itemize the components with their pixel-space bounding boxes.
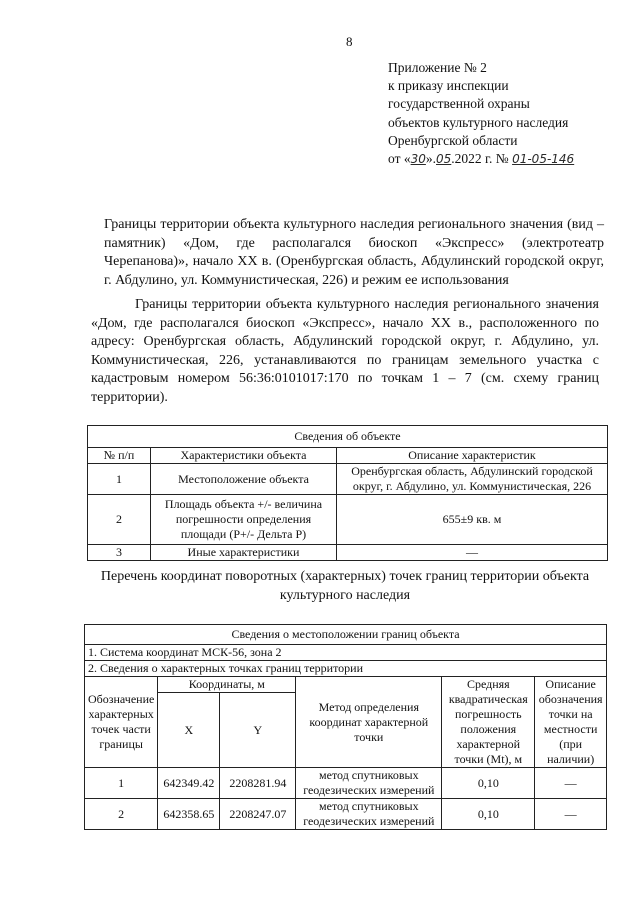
row-name: Местоположение объекта — [151, 464, 337, 495]
point-description: — — [535, 799, 607, 830]
appendix-line: к приказу инспекции — [388, 78, 509, 94]
table-row — [88, 495, 608, 545]
point-error: 0,10 — [442, 768, 535, 799]
column-header-coords: Координаты, м — [158, 677, 296, 693]
row-value: 655±9 кв. м — [337, 495, 608, 545]
table-row — [85, 799, 607, 830]
row-number: 1 — [88, 464, 151, 495]
point-number: 1 — [85, 768, 158, 799]
date-month: 05 — [436, 152, 452, 167]
point-error: 0,10 — [442, 799, 535, 830]
column-header-method: Метод определения координат характерной точки — [296, 677, 442, 768]
point-x: 642349.42 — [158, 768, 220, 799]
row-name: Иные характеристики — [151, 545, 337, 561]
table-row — [85, 768, 607, 799]
appendix-block — [388, 59, 582, 168]
coordinate-system: 1. Система координат МСК-56, зона 2 — [85, 645, 607, 661]
table-row — [88, 545, 608, 561]
table-caption: Сведения об объекте — [88, 426, 608, 448]
table-row — [88, 464, 608, 495]
document-title: Границы территории объекта культурного наследия регионального значения (вид – памятник) «Дом, где располагался биоскоп «Экспресс» (электротеатр Черепанова)», начало XX в. (Оренбургская область, Абдулинский городской округ, г. Абдулино, ул. Коммунистическая, 226) и режим ее использования — [104, 217, 604, 288]
coordinates-list-title: Перечень координат поворотных (характерных) точек границ территории объекта культурного наследия — [100, 569, 590, 603]
points-caption: 2. Сведения о характерных точках границ территории — [85, 661, 607, 677]
point-method: метод спутниковых геодезических измерений — [296, 799, 442, 830]
row-value: — — [337, 545, 608, 561]
column-header: Характеристики объекта — [151, 448, 337, 464]
row-name: Площадь объекта +/- величина погрешности определения площади (Р+/- Дельта Р) — [151, 495, 337, 545]
order-number: 01-05-146 — [512, 152, 575, 167]
appendix-line: объектов культурного наследия — [388, 114, 569, 130]
point-method: метод спутниковых геодезических измерений — [296, 768, 442, 799]
table-caption: Сведения о местоположении границ объекта — [85, 625, 607, 645]
appendix-line: Приложение № 2 — [388, 60, 487, 75]
intro-paragraph — [91, 296, 599, 407]
column-header-y: Y — [220, 693, 296, 768]
row-number: 3 — [88, 545, 151, 561]
coordinates-table — [84, 624, 607, 830]
point-number: 2 — [85, 799, 158, 830]
appendix-line: государственной охраны — [388, 96, 530, 112]
point-y: 2208247.07 — [220, 799, 296, 830]
intro-text: Границы территории объекта культурного наследия регионального значения «Дом, где располагался биоскоп «Экспресс», начало XX в., расположенного по адресу: Оренбургская область, Абдулинский городской округ, г. Абдулино, ул. Коммунистическая, 226, устанавливаются по границам земельного участка с кадастровым номером 56:36:0101017:170 по точкам 1 – 7 (см. схему границ территории). — [91, 297, 599, 405]
column-header-point: Обозначение характерных точек части границы — [85, 677, 158, 768]
column-header-description: Описание обозначения точки на местности (при наличии) — [535, 677, 607, 768]
order-date-line — [388, 150, 582, 168]
point-description: — — [535, 768, 607, 799]
column-header-x: X — [158, 693, 220, 768]
row-value: Оренбургская область, Абдулинский городской округ, г. Абдулино, ул. Коммунистическая, 226 — [337, 464, 608, 495]
column-header-error: Средняя квадратическая погрешность положения характерной точки (Mt), м — [442, 677, 535, 768]
object-info-table — [87, 425, 608, 561]
column-header: № п/п — [88, 448, 151, 464]
date-day: 30 — [410, 152, 426, 167]
row-number: 2 — [88, 495, 151, 545]
column-header: Описание характеристик — [337, 448, 608, 464]
point-y: 2208281.94 — [220, 768, 296, 799]
date-separator: ». — [425, 151, 437, 167]
date-year: .2022 г. № — [451, 151, 509, 167]
date-prefix: от « — [388, 151, 411, 167]
appendix-line: Оренбургской области — [388, 132, 518, 148]
page-number: 8 — [346, 34, 353, 49]
point-x: 642358.65 — [158, 799, 220, 830]
